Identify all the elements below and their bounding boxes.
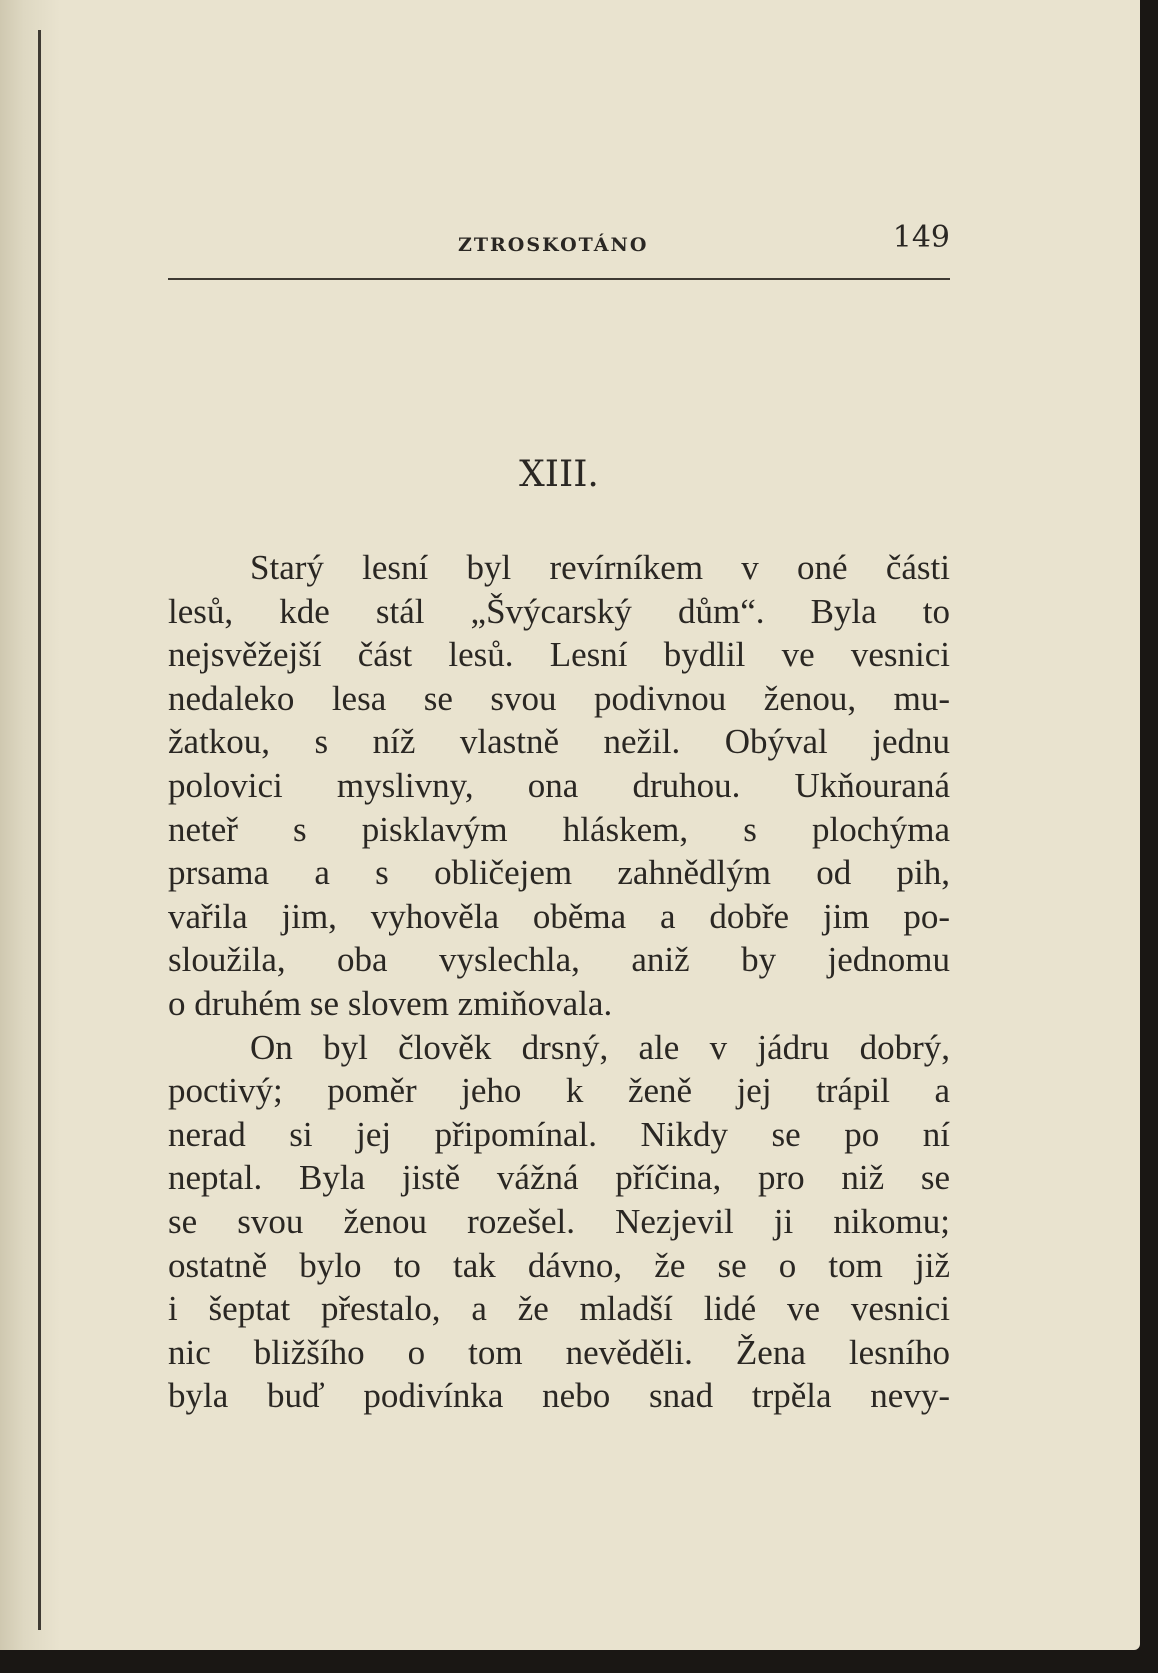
paragraph: [168, 1026, 950, 1418]
text-line: o druhém se slovem zmiňovala.: [168, 983, 613, 1023]
text-line: neteř s pisklavým hláskem, s plochýma: [168, 809, 950, 849]
text-line: sloužila, oba vyslechla, aniž by jednomu: [168, 940, 950, 980]
header-rule: [168, 278, 950, 280]
page-number: 149: [892, 220, 950, 255]
text-line: i šeptat přestalo, a že mladší lidé ve vesnici: [168, 1289, 950, 1329]
chapter-heading: XIII.: [519, 454, 599, 495]
text-line: prsama a s obličejem zahnědlým od pih,: [168, 853, 950, 893]
text-line: byla buď podivínka nebo snad trpěla nevy-: [168, 1376, 950, 1416]
text-line: vařila jim, vyhověla oběma a dobře jim po-: [168, 896, 950, 936]
text-line: nejsvěžejší část lesů. Lesní bydlil ve vesnici: [168, 635, 950, 675]
text-line: On byl člověk drsný, ale v jádru dobrý,: [250, 1027, 950, 1067]
text-line: polovici myslivny, ona druhou. Ukňouraná: [168, 765, 950, 805]
running-head: [168, 220, 950, 266]
text-line: nerad si jej připomínal. Nikdy se po ní: [168, 1114, 950, 1154]
paragraph: [168, 546, 950, 1026]
text-line: nedaleko lesa se svou podivnou ženou, mu-: [168, 678, 950, 718]
text-line: Starý lesní byl revírníkem v oné části: [250, 548, 950, 587]
binding-shadow: [0, 0, 60, 1650]
text-line: žatkou, s níž vlastně nežil. Obýval jednu: [168, 722, 950, 762]
text-line: se svou ženou rozešel. Nezjevil ji nikomu;: [168, 1201, 950, 1241]
body-text: [168, 546, 950, 1418]
text-line: ostatně bylo to tak dávno, že se o tom již: [168, 1245, 950, 1285]
gutter-line: [38, 30, 41, 1630]
text-line: lesů, kde stál „Švýcarský dům“. Byla to: [168, 591, 950, 631]
text-line: nic bližšího o tom nevěděli. Žena lesního: [168, 1332, 950, 1372]
text-line: poctivý; poměr jeho k ženě jej trápil a: [168, 1071, 950, 1111]
text-line: neptal. Byla jistě vážná příčina, pro niž se: [168, 1158, 950, 1198]
running-head-title: ZTROSKOTÁNO: [458, 234, 649, 256]
